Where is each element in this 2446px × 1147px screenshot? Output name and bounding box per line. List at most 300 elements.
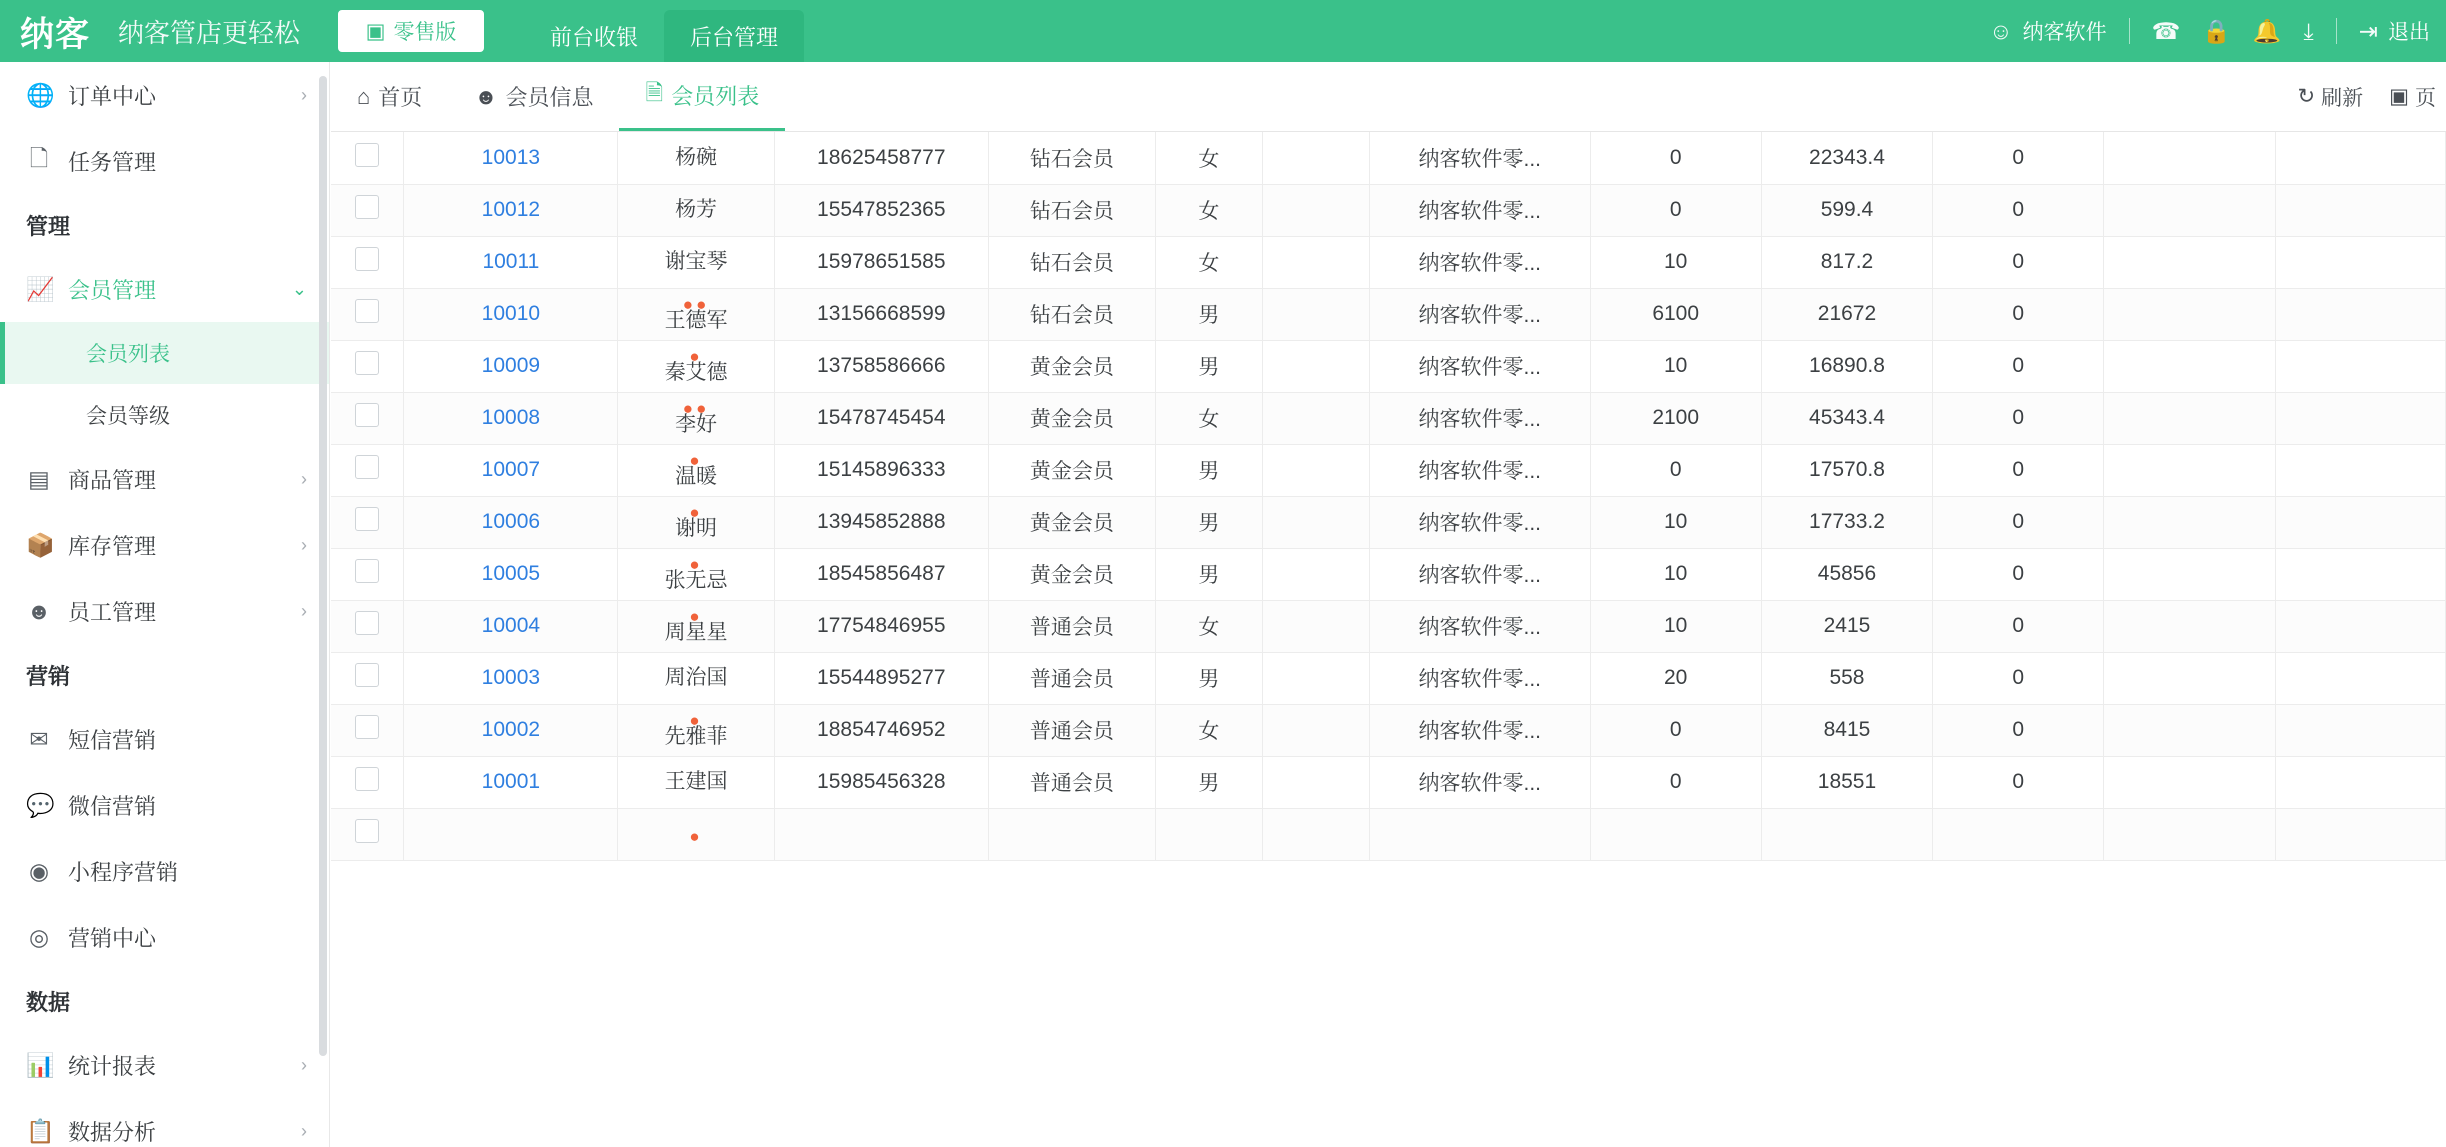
row-checkbox-cell[interactable]	[331, 132, 404, 184]
lock-icon[interactable]: 🔒	[2202, 17, 2231, 44]
member-store-cell	[1369, 548, 1590, 600]
member-sex-cell: 男	[1155, 756, 1262, 808]
member-tail2-cell	[2275, 548, 2445, 600]
member-id-link[interactable]: 10002	[481, 718, 541, 741]
member-sex-cell: 男	[1155, 652, 1262, 704]
top-bar	[0, 0, 2446, 62]
top-bar-actions	[1989, 16, 2446, 46]
sidebar-item-label: 库存管理	[68, 533, 157, 559]
sidebar-item-label: 商品管理	[68, 467, 157, 493]
member-name: 张无忌	[664, 568, 728, 592]
member-tail1-cell	[2104, 444, 2275, 496]
row-checkbox-cell[interactable]	[331, 444, 404, 496]
breadcrumb-tab-home[interactable]	[331, 62, 448, 131]
member-tail2-cell	[2275, 184, 2445, 236]
sidebar-item-applet-marketing[interactable]	[0, 838, 329, 904]
member-store: 纳客软件零...	[1418, 564, 1542, 587]
member-points-cell: 20	[1590, 652, 1761, 704]
member-blank-cell	[1262, 756, 1369, 808]
member-id-cell[interactable]	[404, 340, 618, 392]
table-row[interactable]	[331, 652, 2446, 704]
sidebar-group-label: 数据	[26, 989, 71, 1015]
member-tail2-cell	[2275, 600, 2445, 652]
member-id-cell[interactable]	[404, 600, 618, 652]
member-sex-cell: 女	[1155, 704, 1262, 756]
member-tail1-cell	[2104, 652, 2275, 704]
table-row[interactable]	[331, 496, 2446, 548]
member-phone-cell: 13156668599	[774, 288, 988, 340]
content-area	[331, 62, 2446, 1147]
user-chip[interactable]	[1989, 16, 2106, 46]
table-row[interactable]	[331, 236, 2446, 288]
tab-backend-management-label: 后台管理	[690, 24, 779, 50]
member-tag-dots: ●	[689, 710, 703, 730]
member-amount-cell: 21672	[1761, 288, 1932, 340]
breadcrumb-tab-member-info[interactable]	[448, 62, 619, 131]
member-amount-cell: 17733.2	[1761, 496, 1932, 548]
chevron-right-icon: ›	[301, 1120, 307, 1141]
sidebar-item-member-list[interactable]	[0, 322, 329, 384]
member-name: 王德军	[664, 308, 728, 332]
row-checkbox-cell[interactable]	[331, 392, 404, 444]
member-blank-cell	[1262, 288, 1369, 340]
member-store-cell	[1369, 756, 1590, 808]
member-level-cell: 黄金会员	[988, 548, 1155, 600]
member-name: 周星星	[664, 620, 728, 644]
sidebar-item-product-management[interactable]	[0, 446, 329, 512]
member-phone-cell: 13945852888	[774, 496, 988, 548]
member-phone-cell: 18545856487	[774, 548, 988, 600]
member-sex-cell: 男	[1155, 340, 1262, 392]
member-amount-cell	[1761, 808, 1932, 860]
sidebar-group-data	[0, 970, 329, 1032]
member-id-cell[interactable]	[404, 652, 618, 704]
sidebar	[0, 62, 330, 1147]
member-sex-cell: 男	[1155, 288, 1262, 340]
sidebar-group-marketing	[0, 644, 329, 706]
member-blank-cell	[1262, 548, 1369, 600]
member-level-cell: 钻石会员	[988, 236, 1155, 288]
member-name-cell	[618, 808, 774, 860]
member-name-cell	[618, 340, 774, 392]
user-name: 纳客软件	[2022, 21, 2107, 44]
sidebar-item-label: 会员管理	[68, 277, 157, 303]
member-tail2-cell	[2275, 652, 2445, 704]
row-checkbox-cell[interactable]	[331, 288, 404, 340]
member-blank-cell	[1262, 652, 1369, 704]
member-tag-dots: ●	[689, 554, 703, 574]
breadcrumb-actions	[2298, 82, 2446, 112]
member-tail2-cell	[2275, 132, 2445, 184]
member-name: 谢明	[675, 516, 718, 540]
member-store-cell	[1369, 600, 1590, 652]
sidebar-item-member-level[interactable]	[0, 384, 329, 446]
member-store-cell	[1369, 392, 1590, 444]
member-zero-cell: 0	[1933, 652, 2104, 704]
member-phone-cell: 18854746952	[774, 704, 988, 756]
sidebar-item-marketing-center[interactable]	[0, 904, 329, 970]
sidebar-item-wechat-marketing[interactable]	[0, 772, 329, 838]
member-tail1-cell	[2104, 288, 2275, 340]
member-amount-cell: 16890.8	[1761, 340, 1932, 392]
home-icon: ⌂	[357, 83, 371, 109]
member-tail2-cell	[2275, 288, 2445, 340]
member-id-cell[interactable]	[404, 236, 618, 288]
person-icon: ☻	[26, 597, 52, 624]
member-tail1-cell	[2104, 808, 2275, 860]
member-id-cell[interactable]	[404, 288, 618, 340]
grid-icon: ▤	[28, 465, 50, 492]
member-store: 纳客软件零...	[1418, 772, 1542, 795]
member-store: 纳客软件零...	[1418, 200, 1542, 223]
member-sex-cell: 女	[1155, 132, 1262, 184]
member-phone-cell: 13758586666	[774, 340, 988, 392]
member-tail1-cell	[2104, 392, 2275, 444]
member-id-link[interactable]: 10007	[481, 458, 541, 481]
headset-icon[interactable]: ☎	[2151, 17, 2181, 44]
member-zero-cell	[1933, 808, 2104, 860]
member-id-cell[interactable]	[404, 392, 618, 444]
row-checkbox[interactable]	[355, 559, 379, 583]
member-points-cell: 10	[1590, 600, 1761, 652]
retail-version-button[interactable]	[338, 10, 484, 52]
table-row[interactable]	[331, 756, 2446, 808]
row-checkbox[interactable]	[355, 299, 379, 323]
member-zero-cell: 0	[1933, 444, 2104, 496]
tab-front-cashier-label: 前台收银	[550, 24, 639, 50]
breadcrumb-tab-label: 首页	[378, 85, 423, 110]
member-id-cell[interactable]	[404, 704, 618, 756]
member-blank-cell	[1262, 340, 1369, 392]
row-checkbox-cell[interactable]	[331, 548, 404, 600]
sidebar-item-label: 数据分析	[68, 1119, 157, 1145]
member-tail1-cell	[2104, 496, 2275, 548]
member-name: 温暖	[675, 464, 718, 488]
member-id-link[interactable]: 10011	[482, 250, 540, 273]
member-id-link[interactable]: 10010	[481, 302, 541, 325]
member-store-cell	[1369, 132, 1590, 184]
row-checkbox[interactable]	[355, 507, 379, 531]
member-level-cell: 普通会员	[988, 756, 1155, 808]
member-tail1-cell	[2104, 548, 2275, 600]
member-tail2-cell	[2275, 808, 2445, 860]
member-store-cell	[1369, 340, 1590, 392]
member-id-cell[interactable]	[404, 444, 618, 496]
refresh-button[interactable]	[2298, 82, 2364, 112]
sidebar-item-label: 任务管理	[68, 149, 157, 175]
row-checkbox[interactable]	[355, 351, 379, 375]
row-checkbox[interactable]	[355, 455, 379, 479]
member-store-cell	[1369, 236, 1590, 288]
member-tail2-cell	[2275, 756, 2445, 808]
sidebar-item-label: 统计报表	[68, 1053, 157, 1079]
box-icon: 📦	[26, 531, 55, 558]
member-store: 纳客软件零...	[1418, 408, 1542, 431]
member-amount-cell: 558	[1761, 652, 1932, 704]
row-checkbox-cell[interactable]	[331, 704, 404, 756]
member-phone-cell: 18625458777	[774, 132, 988, 184]
sidebar-group-label: 管理	[26, 213, 71, 239]
member-name-cell	[618, 392, 774, 444]
member-store: 纳客软件零...	[1418, 668, 1542, 691]
row-checkbox-cell[interactable]	[331, 808, 404, 860]
member-tail2-cell	[2275, 496, 2445, 548]
member-points-cell: 10	[1590, 496, 1761, 548]
member-phone-cell: 15978651585	[774, 236, 988, 288]
member-store-cell	[1369, 288, 1590, 340]
tab-backend-management[interactable]	[664, 10, 804, 62]
table-row[interactable]	[331, 288, 2446, 340]
member-blank-cell	[1262, 444, 1369, 496]
member-id-cell[interactable]	[404, 548, 618, 600]
row-checkbox[interactable]	[355, 715, 379, 739]
bars-icon: 📊	[26, 1051, 55, 1078]
screen-icon: ▣	[365, 19, 386, 43]
tab-front-cashier[interactable]	[524, 10, 664, 62]
member-store-cell	[1369, 652, 1590, 704]
member-id-link[interactable]: 10005	[481, 562, 541, 585]
member-name: 杨芳	[675, 197, 718, 221]
row-checkbox[interactable]	[355, 247, 379, 271]
table-row[interactable]	[331, 600, 2446, 652]
page-button[interactable]	[2389, 82, 2436, 112]
member-blank-cell	[1262, 600, 1369, 652]
member-level-cell: 钻石会员	[988, 288, 1155, 340]
member-level-cell: 钻石会员	[988, 132, 1155, 184]
member-table-body	[331, 132, 2446, 860]
member-amount-cell: 2415	[1761, 600, 1932, 652]
member-store: 纳客软件零...	[1418, 356, 1542, 379]
member-store-cell	[1369, 444, 1590, 496]
divider	[2336, 18, 2337, 44]
member-name: 先雅菲	[664, 724, 728, 748]
row-checkbox-cell[interactable]	[331, 652, 404, 704]
divider	[2129, 18, 2130, 44]
member-name-cell	[618, 444, 774, 496]
member-id-cell[interactable]	[404, 756, 618, 808]
member-sex-cell: 女	[1155, 392, 1262, 444]
member-id-link[interactable]: 10004	[481, 614, 541, 637]
member-phone-cell	[774, 808, 988, 860]
member-tail1-cell	[2104, 600, 2275, 652]
member-tag-dots: ●	[689, 502, 703, 522]
sidebar-item-label: 订单中心	[68, 83, 157, 109]
member-points-cell: 0	[1590, 132, 1761, 184]
applet-icon: ◉	[28, 857, 50, 884]
table-row[interactable]	[331, 548, 2446, 600]
member-phone-cell: 15544895277	[774, 652, 988, 704]
sidebar-item-inventory-management[interactable]	[0, 512, 329, 578]
member-sex-cell: 女	[1155, 236, 1262, 288]
member-id-link[interactable]: 10012	[481, 198, 541, 221]
member-zero-cell: 0	[1933, 392, 2104, 444]
member-zero-cell: 0	[1933, 184, 2104, 236]
member-tail2-cell	[2275, 236, 2445, 288]
table-row[interactable]	[331, 444, 2446, 496]
doc-icon: 🗋	[29, 144, 49, 171]
member-amount-cell: 18551	[1761, 756, 1932, 808]
member-name-cell	[618, 548, 774, 600]
row-checkbox-cell[interactable]	[331, 340, 404, 392]
member-tag-dots: ●●	[682, 294, 710, 314]
row-checkbox-cell[interactable]	[331, 756, 404, 808]
bell-icon[interactable]: 🔔	[2252, 17, 2282, 44]
member-level-cell	[988, 808, 1155, 860]
table-row[interactable]	[331, 340, 2446, 392]
app-slogan-text: 纳客管店更轻松	[118, 18, 301, 49]
member-tail2-cell	[2275, 704, 2445, 756]
member-amount-cell: 45856	[1761, 548, 1932, 600]
wechat-icon: 💬	[26, 791, 55, 818]
member-id-link[interactable]: 10001	[481, 770, 541, 793]
member-icon: ☻	[474, 83, 498, 109]
member-store: 纳客软件零...	[1418, 616, 1542, 639]
member-tail1-cell	[2104, 340, 2275, 392]
sidebar-item-member-management[interactable]	[0, 256, 329, 322]
member-phone-cell: 15478745454	[774, 392, 988, 444]
row-checkbox[interactable]	[355, 767, 379, 791]
sidebar-item-sms-marketing[interactable]	[0, 706, 329, 772]
row-checkbox-cell[interactable]	[331, 184, 404, 236]
member-amount-cell: 817.2	[1761, 236, 1932, 288]
member-blank-cell	[1262, 184, 1369, 236]
member-phone-cell: 15145896333	[774, 444, 988, 496]
row-checkbox[interactable]	[355, 403, 379, 427]
row-checkbox[interactable]	[355, 663, 379, 687]
row-checkbox[interactable]	[355, 611, 379, 635]
member-name: 周治国	[664, 665, 728, 689]
sidebar-item-staff-management[interactable]	[0, 578, 329, 644]
member-zero-cell: 0	[1933, 288, 2104, 340]
member-points-cell: 0	[1590, 704, 1761, 756]
chevron-right-icon: ›	[301, 534, 307, 555]
table-row[interactable]	[331, 392, 2446, 444]
member-name-cell	[618, 184, 774, 236]
breadcrumb	[331, 62, 2446, 132]
globe-icon: 🌐	[26, 81, 55, 108]
member-tail1-cell	[2104, 704, 2275, 756]
logout-button[interactable]	[2359, 16, 2430, 46]
member-points-cell: 10	[1590, 236, 1761, 288]
sidebar-item-statistics-report[interactable]	[0, 1032, 329, 1098]
member-name-cell	[618, 600, 774, 652]
app-logo	[0, 0, 110, 62]
sidebar-item-task-management[interactable]	[0, 128, 329, 194]
member-tail1-cell	[2104, 132, 2275, 184]
member-zero-cell: 0	[1933, 340, 2104, 392]
sidebar-item-label: 小程序营销	[68, 859, 179, 885]
member-level-cell: 钻石会员	[988, 184, 1155, 236]
chevron-right-icon: ›	[301, 468, 307, 489]
member-name-cell	[618, 496, 774, 548]
table-row[interactable]	[331, 704, 2446, 756]
member-id-cell[interactable]	[404, 496, 618, 548]
member-id-cell[interactable]	[404, 132, 618, 184]
member-points-cell: 0	[1590, 756, 1761, 808]
sidebar-subitem-label: 会员列表	[86, 343, 170, 366]
app-slogan	[118, 13, 300, 50]
member-table-wrapper	[331, 132, 2446, 1147]
member-id-link[interactable]: 10006	[481, 510, 541, 533]
member-level-cell: 普通会员	[988, 600, 1155, 652]
sidebar-item-order-center[interactable]	[0, 62, 329, 128]
member-sex-cell: 女	[1155, 600, 1262, 652]
row-checkbox-cell[interactable]	[331, 600, 404, 652]
member-id-link[interactable]: 10013	[481, 145, 541, 169]
breadcrumb-tab-label: 会员列表	[671, 83, 760, 109]
refresh-icon: ↻	[2297, 85, 2316, 108]
member-tail2-cell	[2275, 444, 2445, 496]
member-store-cell	[1369, 808, 1590, 860]
member-blank-cell	[1262, 132, 1369, 184]
table-row[interactable]	[331, 184, 2446, 236]
member-zero-cell: 0	[1933, 704, 2104, 756]
row-checkbox-cell[interactable]	[331, 236, 404, 288]
member-id-cell[interactable]	[404, 184, 618, 236]
member-name: 谢宝琴	[664, 249, 728, 273]
member-id-link[interactable]: 10008	[481, 406, 541, 429]
breadcrumb-tab-member-list[interactable]	[619, 62, 785, 131]
sidebar-subitem-label: 会员等级	[86, 405, 170, 428]
retail-version-label: 零售版	[393, 21, 457, 44]
sidebar-scrollbar[interactable]	[319, 76, 327, 1056]
member-blank-cell	[1262, 236, 1369, 288]
row-checkbox[interactable]	[355, 819, 379, 843]
sidebar-group-management	[0, 194, 329, 256]
chevron-right-icon: ›	[301, 1054, 307, 1075]
member-store: 纳客软件零...	[1418, 304, 1542, 327]
member-tail2-cell	[2275, 340, 2445, 392]
member-store: 纳客软件零...	[1418, 252, 1542, 275]
member-id-link[interactable]: 10009	[481, 354, 541, 377]
member-points-cell: 0	[1590, 444, 1761, 496]
member-blank-cell	[1262, 392, 1369, 444]
table-row[interactable]	[331, 132, 2446, 184]
member-tail1-cell	[2104, 184, 2275, 236]
member-zero-cell: 0	[1933, 548, 2104, 600]
sidebar-item-label: 员工管理	[68, 599, 157, 625]
member-zero-cell: 0	[1933, 496, 2104, 548]
download-icon[interactable]: ⤓	[2303, 17, 2314, 44]
member-store: 纳客软件零...	[1418, 147, 1542, 171]
member-blank-cell	[1262, 808, 1369, 860]
member-sex-cell: 男	[1155, 496, 1262, 548]
logout-label: 退出	[2388, 21, 2430, 44]
sidebar-item-data-analysis[interactable]	[0, 1098, 329, 1147]
member-points-cell: 10	[1590, 548, 1761, 600]
analysis-icon: 📋	[26, 1117, 55, 1144]
member-table	[331, 132, 2446, 861]
mail-icon: ✉	[29, 725, 49, 752]
member-id-cell[interactable]	[404, 808, 618, 860]
member-store-cell	[1369, 184, 1590, 236]
sidebar-item-label: 短信营销	[68, 727, 157, 753]
member-level-cell: 黄金会员	[988, 340, 1155, 392]
member-points-cell: 0	[1590, 184, 1761, 236]
row-checkbox[interactable]	[355, 195, 379, 219]
member-level-cell: 黄金会员	[988, 444, 1155, 496]
member-id-link[interactable]: 10003	[481, 666, 541, 689]
member-tag-dots: ●	[689, 346, 703, 366]
page-icon: ▣	[2389, 85, 2409, 108]
member-sex-cell: 女	[1155, 184, 1262, 236]
row-checkbox-cell[interactable]	[331, 496, 404, 548]
logout-icon: ⇥	[2358, 17, 2378, 44]
row-checkbox[interactable]	[355, 143, 379, 167]
table-row[interactable]	[331, 808, 2446, 860]
member-amount-cell: 45343.4	[1761, 392, 1932, 444]
member-sex-cell: 男	[1155, 444, 1262, 496]
